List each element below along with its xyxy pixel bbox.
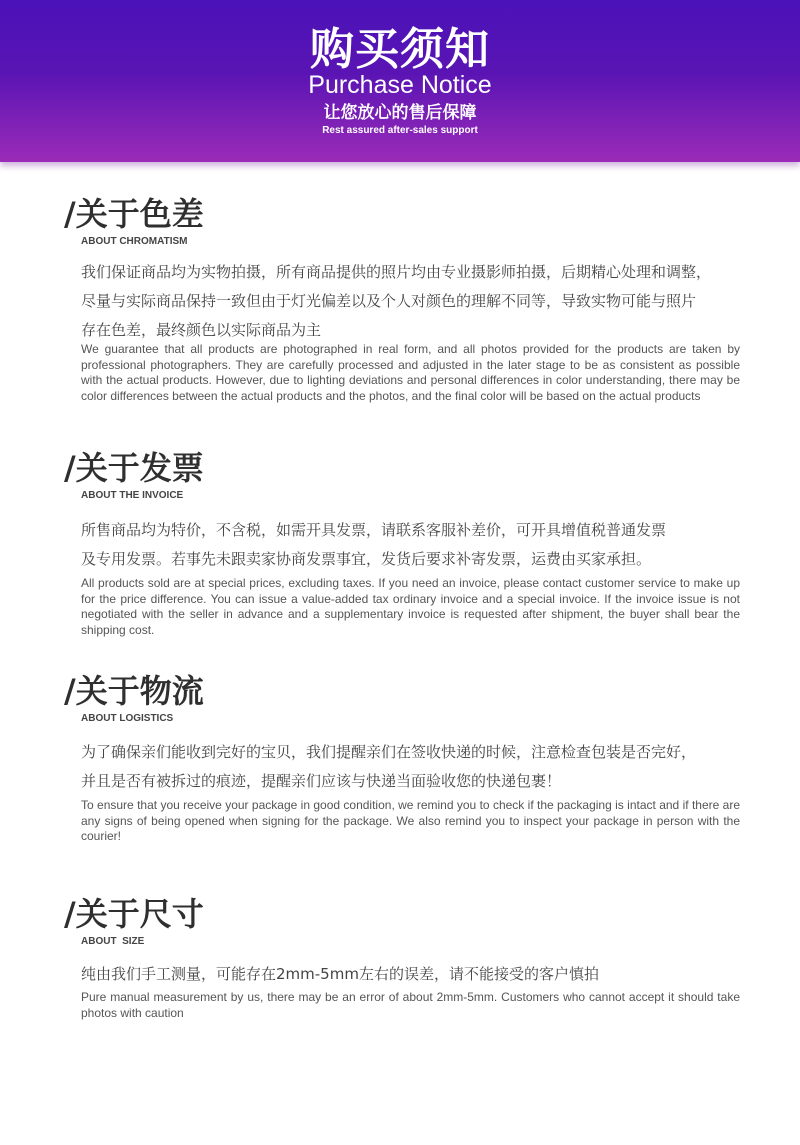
section-title: /关于色差 xyxy=(64,195,204,233)
section-body-en: Pure manual measurement by us, there may be an error of about 2mm-5mm. Customers who cannot accept it should take photos with caution xyxy=(81,990,740,1020)
banner-title-en: Purchase Notice xyxy=(308,71,492,99)
section-body-cn xyxy=(81,516,751,574)
section-title: /关于发票 xyxy=(64,449,204,487)
body-cn-line: 尽量与实际商品保持一致但由于灯光偏差以及个人对颜色的理解不同等，导致实物可能与照片 xyxy=(81,292,697,310)
body-cn-line: 所售商品均为特价，不含税，如需开具发票，请联系客服补差价，可开具增值税普通发票 xyxy=(81,521,667,539)
section-subtitle: ABOUT THE INVOICE xyxy=(81,490,184,501)
section-subtitle: ABOUT SIZE xyxy=(81,936,145,947)
section-subtitle: ABOUT LOGISTICS xyxy=(81,713,174,724)
body-cn-line: 并且是否有被拆过的痕迹，提醒亲们应该与快递当面验收您的快递包裹！ xyxy=(81,772,562,790)
body-cn-line: 为了确保亲们能收到完好的宝贝，我们提醒亲们在签收快递的时候，注意检查包装是否完好， xyxy=(81,743,697,761)
section-title: /关于尺寸 xyxy=(64,895,204,933)
body-cn-line: 我们保证商品均为实物拍摄，所有商品提供的照片均由专业摄影师拍摄，后期精心处理和调整， xyxy=(81,263,712,281)
purchase-notice-banner xyxy=(0,0,800,162)
body-cn-line: 及专用发票。若事先未跟卖家协商发票事宜，发货后要求补寄发票，运费由买家承担。 xyxy=(81,550,652,568)
body-cn-line: 纯由我们手工测量，可能存在2mm-5mm左右的误差，请不能接受的客户慎拍 xyxy=(81,965,599,983)
section-body-cn xyxy=(81,738,751,796)
banner-subtitle-cn: 让您放心的售后保障 xyxy=(323,103,477,123)
banner-title-cn: 购买须知 xyxy=(310,24,490,75)
section-subtitle: ABOUT CHROMATISM xyxy=(81,236,188,247)
section-body-en: To ensure that you receive your package in good condition, we remind you to check if the packaging is intact and if there are any signs of being opened when signing for the package. We also remind you to inspect your package in person with the courier! xyxy=(81,798,740,843)
body-cn-line: 存在色差，最终颜色以实际商品为主 xyxy=(81,321,322,339)
section-title: /关于物流 xyxy=(64,672,204,710)
section-body-cn xyxy=(81,258,751,345)
banner-subtitle-en: Rest assured after-sales support xyxy=(322,125,478,136)
section-body-cn xyxy=(81,960,751,989)
section-body-en: All products sold are at special prices, excluding taxes. If you need an invoice, please contact customer service to make up for the price difference. You can issue a value-added tax ordinary invoice and a special invoice. If the invoice issue is not negotiated with the seller in advance and a supplementary invoice is requested after shipment, the buyer shall bear the shipping cost. xyxy=(81,576,740,637)
section-body-en: We guarantee that all products are photographed in real form, and all photos provided for the products are taken by professional photographers. They are carefully processed and adjusted in the later stage to be as consistent as possible with the actual products. However, due to lighting deviations and personal differences in color understanding, there may be color differences between the actual products and the photos, and the final color will be based on the actual products xyxy=(81,342,740,403)
